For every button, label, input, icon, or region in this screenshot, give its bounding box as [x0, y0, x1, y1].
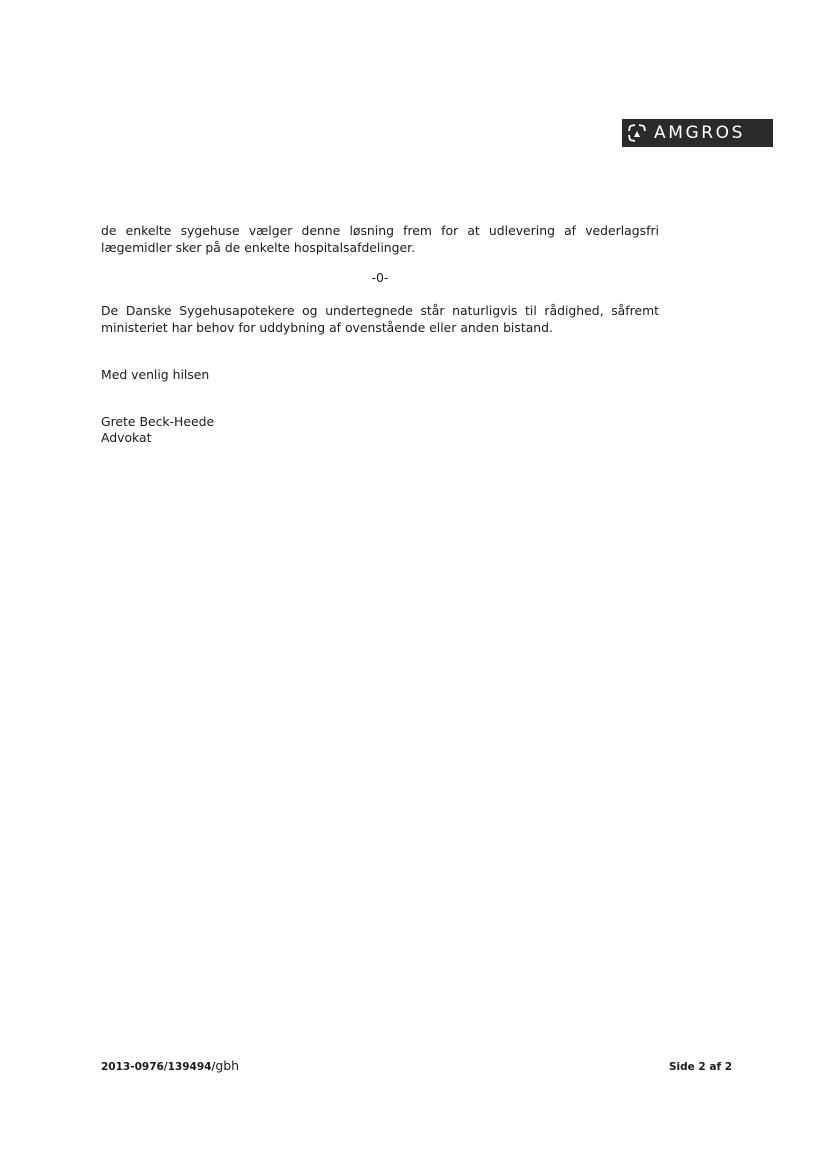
amgros-mark-icon: [626, 122, 648, 144]
closing-greeting: Med venlig hilsen: [101, 367, 210, 382]
body-paragraph-2: De Danske Sygehusapotekere og undertegnede står naturligvis til rådighed, såfremt ministeriet har behov for uddybning af ovenstående eller anden bistand.: [101, 303, 659, 335]
page-indicator: Side 2 af 2: [668, 1061, 732, 1073]
section-separator: -0-: [371, 270, 389, 285]
amgros-logo: [622, 119, 773, 147]
signature-title: Advokat: [101, 430, 152, 445]
logo-text: AMGROS: [654, 123, 746, 143]
signature-name: Grete Beck-Heede: [101, 414, 215, 429]
reference-initials: gbh: [215, 1058, 240, 1073]
signature-block: [101, 414, 214, 446]
body-paragraph-1: de enkelte sygehuse vælger denne løsning frem for at udlevering af vederlagsfri lægemidler sker på de enkelte hospitalsafdelinger.: [101, 223, 659, 255]
document-reference: [101, 1059, 239, 1074]
reference-number: 2013-0976/139494/: [101, 1061, 216, 1073]
